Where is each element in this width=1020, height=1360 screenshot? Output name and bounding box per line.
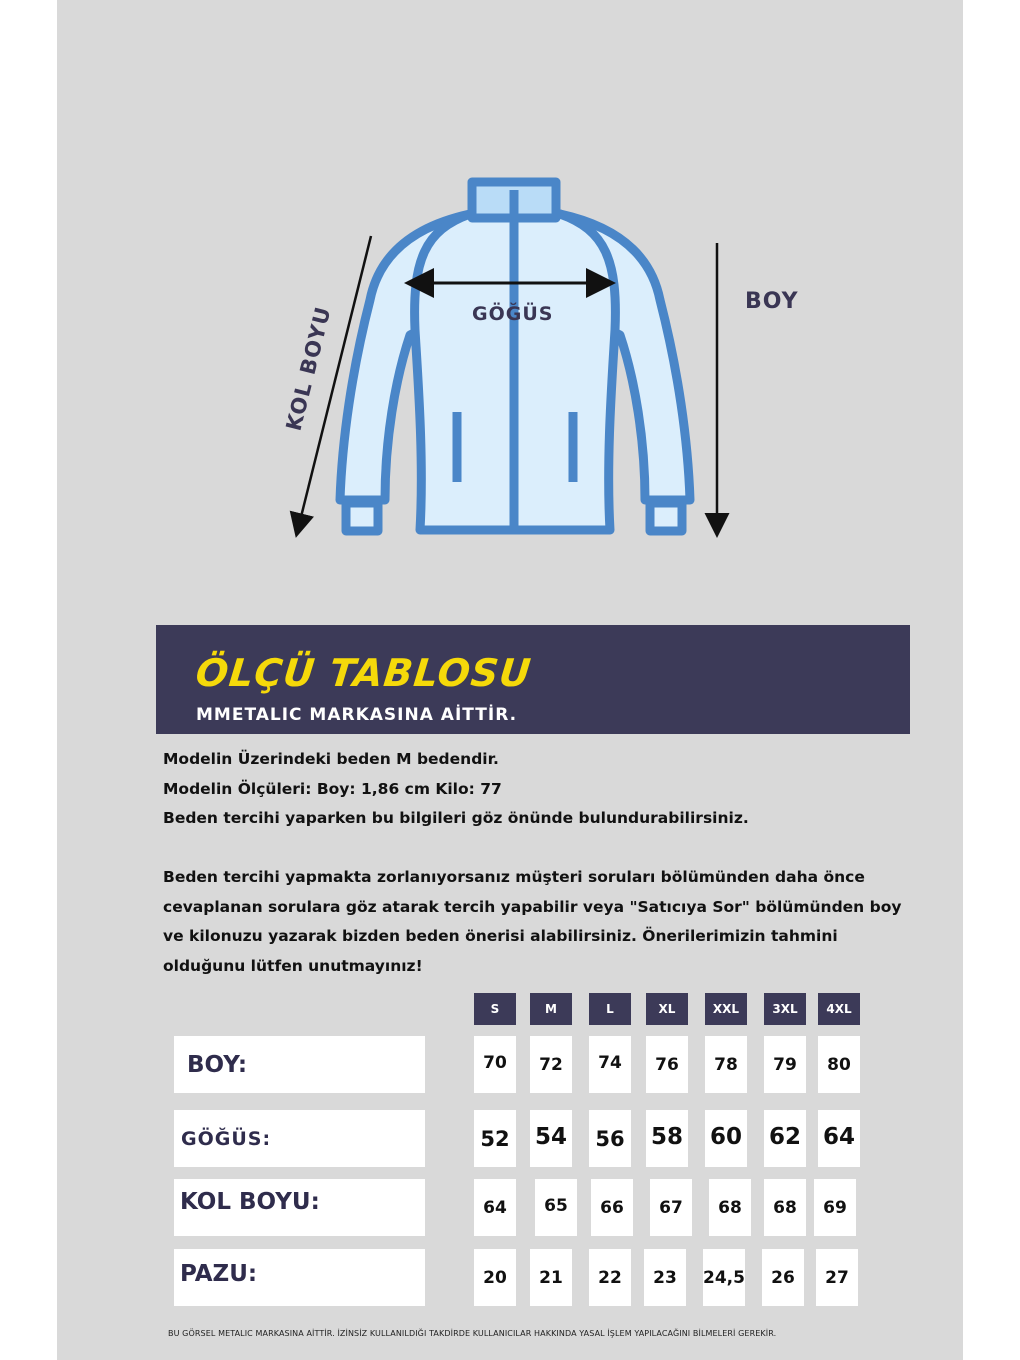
cell-length-3xl: 79 xyxy=(764,1036,806,1093)
row-label-bicep: PAZU: xyxy=(174,1249,425,1306)
cell-chest-3xl: 62 xyxy=(764,1110,806,1167)
size-header-3xl: 3XL xyxy=(764,993,806,1025)
size-header-xl: XL xyxy=(646,993,688,1025)
cell-length-xxl: 78 xyxy=(705,1036,747,1093)
chest-label: GÖĞÜS xyxy=(472,303,554,325)
size-header-4xl: 4XL xyxy=(818,993,860,1025)
jacket-shape xyxy=(340,182,690,531)
size-header-m: M xyxy=(530,993,572,1025)
cell-sleeve-xxl: 68 xyxy=(709,1179,751,1236)
cell-length-l: 74 xyxy=(589,1036,631,1093)
cell-sleeve-m: 65 xyxy=(535,1179,577,1236)
model-measure-line: Modelin Ölçüleri: Boy: 1,86 cm Kilo: 77 xyxy=(163,779,502,798)
cell-bicep-3xl: 26 xyxy=(762,1249,804,1306)
cell-sleeve-3xl: 68 xyxy=(764,1179,806,1236)
advice-line: ve kilonuzu yazarak bizden beden önerisi alabilirsiniz. Önerilerimizin tahmini xyxy=(163,927,838,945)
cell-sleeve-xl: 67 xyxy=(650,1179,692,1236)
cell-chest-xl: 58 xyxy=(646,1110,688,1167)
cell-bicep-s: 20 xyxy=(474,1249,516,1306)
cell-bicep-xxl: 24,5 xyxy=(703,1249,745,1306)
cell-chest-m: 54 xyxy=(530,1110,572,1167)
size-chart-banner xyxy=(156,625,910,734)
cell-chest-4xl: 64 xyxy=(818,1110,860,1167)
advice-line: Beden tercihi yapmakta zorlanıyorsanız müşteri soruları bölümünden daha önce xyxy=(163,868,865,886)
cell-bicep-l: 22 xyxy=(589,1249,631,1306)
cell-bicep-4xl: 27 xyxy=(816,1249,858,1306)
cell-sleeve-4xl: 69 xyxy=(814,1179,856,1236)
cell-chest-s: 52 xyxy=(474,1110,516,1167)
model-info xyxy=(163,745,923,834)
model-note-line: Beden tercihi yaparken bu bilgileri göz önünde bulundurabilirsiniz. xyxy=(163,809,749,827)
row-label-length: BOY: xyxy=(174,1036,425,1093)
cell-chest-xxl: 60 xyxy=(705,1110,747,1167)
advice-line: olduğunu lütfen unutmayınız! xyxy=(163,956,423,975)
cell-sleeve-s: 64 xyxy=(474,1179,516,1236)
cell-chest-l: 56 xyxy=(589,1110,631,1167)
row-label-chest: GÖĞÜS: xyxy=(174,1110,425,1167)
size-header-xxl: XXL xyxy=(705,993,747,1025)
cell-length-m: 72 xyxy=(530,1036,572,1093)
cell-length-s: 70 xyxy=(474,1036,516,1093)
model-size-line: Modelin Üzerindeki beden M bedendir. xyxy=(163,750,499,768)
copyright-notice: BU GÖRSEL METALIC MARKASINA AİTTİR. İZİNSİZ KULLANILDIĞI TAKDİRDE KULLANICILAR HAKKINDA YASAL İŞLEM YAPILACAĞINI BİLMELERİ GEREKİR. xyxy=(168,1329,777,1338)
cell-bicep-xl: 23 xyxy=(644,1249,686,1306)
length-label: BOY xyxy=(745,289,799,314)
size-advice xyxy=(163,863,923,981)
sleeve-label: KOL BOYU xyxy=(281,303,336,434)
banner-subtitle: MMETALIC MARKASINA AİTTİR. xyxy=(196,705,518,725)
cell-length-xl: 76 xyxy=(646,1036,688,1093)
banner-title: ÖLÇÜ TABLOSU xyxy=(193,651,534,695)
cell-bicep-m: 21 xyxy=(530,1249,572,1306)
size-header-s: S xyxy=(474,993,516,1025)
advice-line: cevaplanan sorulara göz atarak tercih yapabilir veya "Satıcıya Sor" bölümünden boy xyxy=(163,897,902,916)
row-label-sleeve: KOL BOYU: xyxy=(174,1179,425,1236)
jacket-illustration xyxy=(0,0,1020,600)
cell-length-4xl: 80 xyxy=(818,1036,860,1093)
size-header-l: L xyxy=(589,993,631,1025)
cell-sleeve-l: 66 xyxy=(591,1179,633,1236)
